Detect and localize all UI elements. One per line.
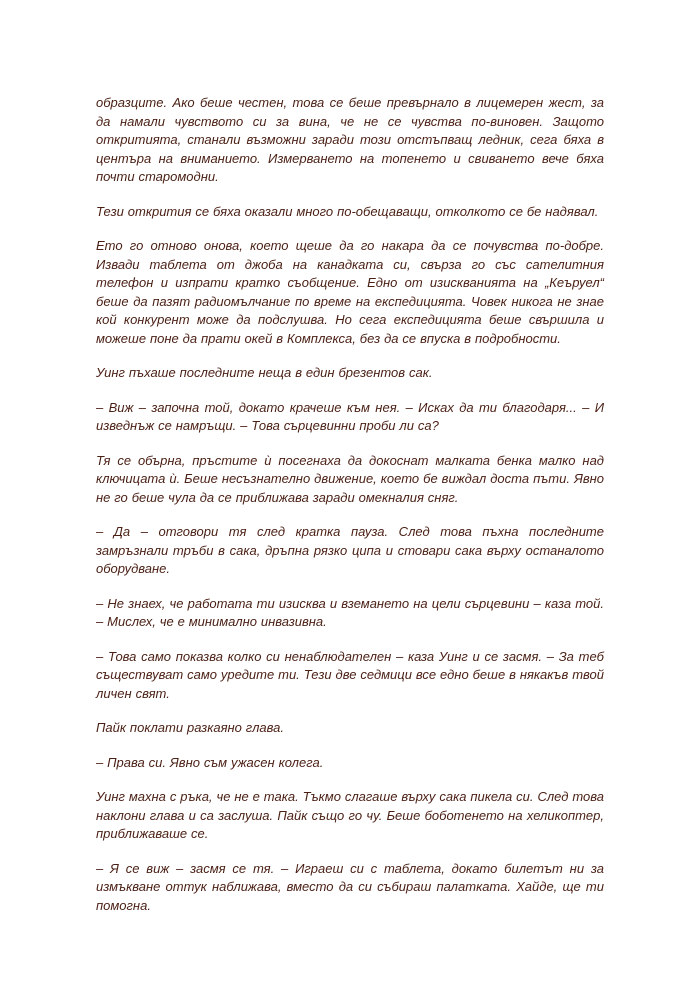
paragraph-10: Пайк поклати разкаяно глава. bbox=[96, 720, 284, 735]
paragraph-4: Уинг пъхаше последните неща в един брезентов сак. bbox=[96, 365, 433, 380]
paragraph-8: – Не знаех, че работата ти изисква и вземането на цели сърцевини – каза той. – Мислех, че е минимално инвазивна. bbox=[96, 595, 604, 629]
paragraph-7: – Да – отговори тя след кратка пауза. След това пъхна последните замръзнали тръби в сака, дръпна рязко ципа и стовари сака върху останалото оборудване. bbox=[96, 524, 604, 576]
text-column bbox=[96, 94, 604, 931]
paragraph-12: Уинг махна с ръка, че не е така. Тъкмо слагаше върху сака пикела си. След това наклони глава и са заслуша. Пайк също го чу. Беше боботенето на хеликоптер, приближаваше се. bbox=[96, 789, 604, 841]
paragraph-5: – Виж – започна той, докато крачеше към нея. – Исках да ти благодаря... – И изведнъж се намръщи. – Това сърцевинни проби ли са? bbox=[96, 399, 604, 433]
paragraph-1: образците. Ако беше честен, това се беше превърнало в лицемерен жест, за да намали чувството си за вина, че не се чувства по-виновен. Защото откритията, станали възможни заради този отстъпващ ледник, сега бяха в центъра на вниманието. Измерването на топенето и свиването вече бяха почти старомодни. bbox=[96, 95, 604, 184]
paragraph-9: – Това само показва колко си ненаблюдателен – каза Уинг и се засмя. – За теб съществуват само уредите ти. Тези две седмици все едно беше в някакъв твой личен свят. bbox=[96, 648, 604, 701]
paragraph-2: Тези открития се бяха оказали много по-обещаващи, отколкото се бе надявал. bbox=[96, 203, 599, 219]
paragraph-6: Тя се обърна, пръстите ѝ посегнаха да докоснат малката бенка малко над ключицата ѝ. Беше несъзнателно движение, което бе виждал доста пъти. Явно не го беше чула да се приближава заради омекналия сняг. bbox=[96, 452, 604, 505]
paragraph-3: Ето го отново онова, което щеше да го накара да се почувства по-добре. Извади таблета от джоба на канадката си, свърза го със сателитния телефон и изпрати кратко съобщение. Едно от изискванията на „Кеъруел“ беше да пазят радиомълчание по време на експедицията. Човек никога не знае кой конкурент може да подслушва. Но сега експедицията беше свършила и можеше поне да прати окей в Комплекса, без да се впуска в подробности. bbox=[96, 238, 604, 346]
paragraph-11: – Права си. Явно съм ужасен колега. bbox=[96, 754, 324, 770]
paragraph-13: – Я се виж – засмя се тя. – Играеш си с таблета, докато билетът ни за измъкване оттук наближава, вместо да си събираш палатката. Хайде, ще ти помогна. bbox=[96, 860, 604, 913]
